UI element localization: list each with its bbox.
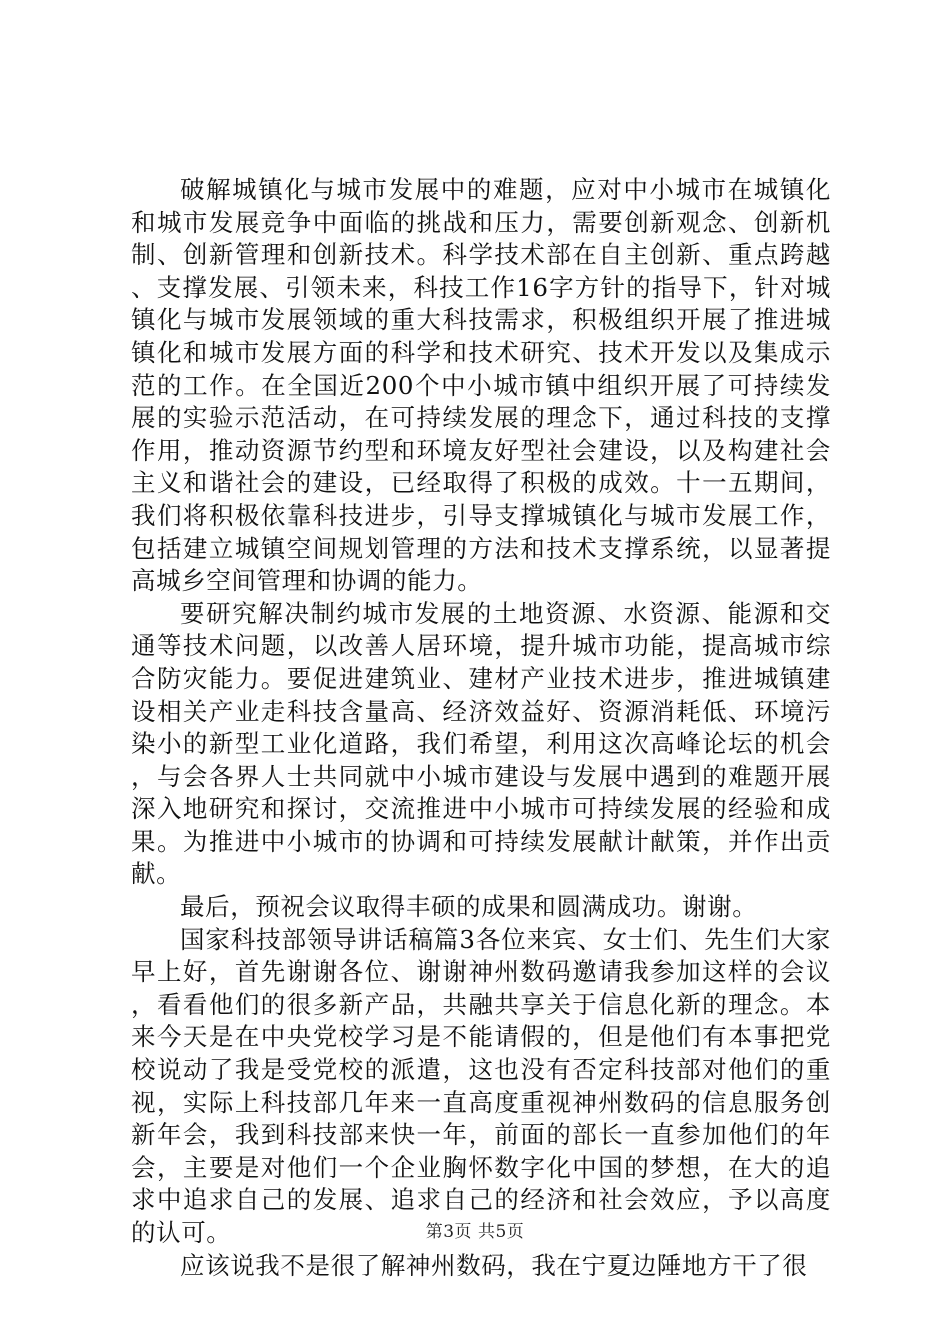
paragraph: 要研究解决制约城市发展的土地资源、水资源、能源和交通等技术问题，以改善人居环境，提升城市功能，提高城市综合防灾能力。要促进建筑业、建材产业技术进步，推进城镇建设相关产业走科技含量高、经济效益好、资源消耗低、环境污染小的新型工业化道路，我们希望，利用这次高峰论坛的机会，与会各界人士共同就中小城市建设与发展中遇到的难题开展深入地研究和探讨，交流推进中小城市可持续发展的经验和成果。为推进中小城市的协调和可持续发展献计献策，并作出贡献。	[131, 598, 831, 889]
paragraph: 国家科技部领导讲话稿篇3各位来宾、女士们、先生们大家早上好，首先谢谢各位、谢谢神州数码邀请我参加这样的会议，看看他们的很多新产品，共融共享关于信息化新的理念。本来今天是在中央党校学习是不能请假的，但是他们有本事把党校说动了我是受党校的派遣，这也没有否定科技部对他们的重视，实际上科技部几年来一直高度重视神州数码的信息服务创新年会，我到科技部来快一年，前面的部长一直参加他们的年会，主要是对他们一个企业胸怀数字化中国的梦想，在大的追求中追求自己的发展、追求自己的经济和社会效应，予以高度的认可。	[131, 924, 831, 1247]
page-number-footer: 第3页 共5页	[425, 1222, 525, 1242]
paragraph: 最后，预祝会议取得丰硕的成果和圆满成功。谢谢。	[180, 892, 758, 922]
paragraph: 应该说我不是很了解神州数码，我在宁夏边陲地方干了很	[180, 1250, 808, 1280]
document-body	[131, 174, 831, 1282]
paragraph: 破解城镇化与城市发展中的难题，应对中小城市在城镇化和城市发展竞争中面临的挑战和压力，需要创新观念、创新机制、创新管理和创新技术。科学技术部在自主创新、重点跨越、支撑发展、引领未来，科技工作16字方针的指导下，针对城镇化与城市发展领域的重大科技需求，积极组织开展了推进城镇化和城市发展方面的科学和技术研究、技术开发以及集成示范的工作。在全国近200个中小城市镇中组织开展了可持续发展的实验示范活动，在可持续发展的理念下，通过科技的支撑作用，推动资源节约型和环境友好型社会建设，以及构建社会主义和谐社会的建设，已经取得了积极的成效。十一五期间，我们将积极依靠科技进步，引导支撑城镇化与城市发展工作，包括建立城镇空间规划管理的方法和技术支撑系统，以显著提高城乡空间管理和协调的能力。	[131, 175, 831, 596]
